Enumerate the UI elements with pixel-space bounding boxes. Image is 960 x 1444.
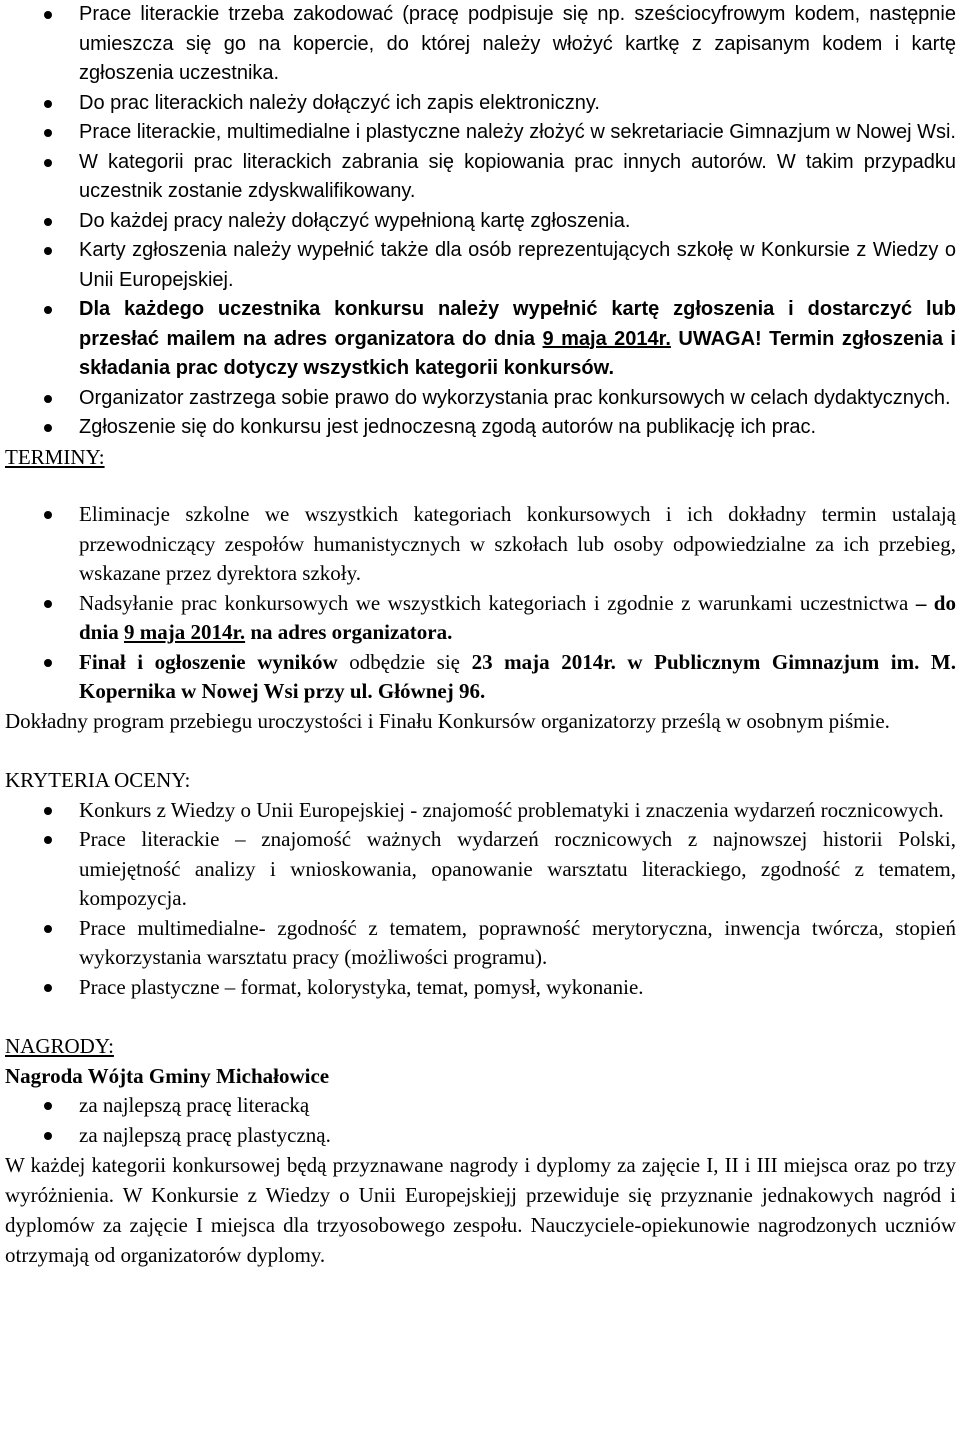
rule-item: Prace literackie trzeba zakodować (pracę podpisuje się np. sześciocyfrowym kodem, następnie umieszcza się go na kopercie, do której należy włożyć kartkę z zapisanym kodem i kartę zgłoszenia uczestnika.	[79, 0, 956, 89]
deadline-warning: UWAGA! Termin zgłoszenia i składania prac dotyczy wszystkich kategorii konkursów.	[79, 327, 956, 379]
criteria-item: Konkurs z Wiedzy o Unii Europejskiej - znajomość problematyki i znaczenia wydarzeń rocznicowych.	[79, 796, 956, 826]
rule-item: Do każdej pracy należy dołączyć wypełnioną kartę zgłoszenia.	[79, 207, 956, 237]
terms-list	[5, 500, 956, 707]
deadline-date: 9 maja 2014r.	[542, 327, 671, 350]
rule-item: W kategorii prac literackich zabrania się kopiowania prac innych autorów. W takim przypadku uczestnik zostanie zdyskwalifikowany.	[79, 148, 956, 207]
criteria-heading: KRYTERIA OCENY:	[5, 768, 191, 792]
rule-item: Prace literackie, multimedialne i plastyczne należy złożyć w sekretariacie Gimnazjum w Nowej Wsi.	[79, 118, 956, 148]
criteria-item: Prace literackie – znajomość ważnych wydarzeń rocznicowych z najnowszej historii Polski, umiejętność analizy i wnioskowania, opanowanie warsztatu literackiego, zgodność z tematem, kompozycja.	[79, 825, 956, 914]
submission-date: 9 maja 2014r.	[123, 620, 246, 644]
rule-item: Do prac literackich należy dołączyć ich zapis elektroniczny.	[79, 89, 956, 119]
prizes-heading: NAGRODY:	[5, 1034, 114, 1058]
terms-item: Nadsyłanie prac konkursowych we wszystkich kategoriach i zgodnie z warunkami uczestnictwa – do dnia 9 maja 2014r. na adres organizatora.	[79, 589, 956, 648]
rule-item-deadline	[79, 295, 956, 384]
prizes-list	[5, 1091, 956, 1150]
prizes-paragraph: W każdej kategorii konkursowej będą przyznawane nagrody i dyplomy za zajęcie I, II i III miejsca oraz po trzy wyróżnienia. W Konkursie z Wiedzy o Unii Europejskiejj przewiduje się przyznanie jednakowych nagród i dyplomów za zajęcie I miejsca dla trzyosobowego zespołu. Nauczyciele-opiekunowie nagrodzonych uczniów otrzymają od organizatorów dyplomy.	[5, 1153, 956, 1267]
criteria-list	[5, 796, 956, 1003]
prize-item: za najlepszą pracę literacką	[79, 1091, 956, 1121]
rule-item: Karty zgłoszenia należy wypełnić także dla osób reprezentujących szkołę w Konkursie z Wiedzy o Unii Europejskiej.	[79, 236, 956, 295]
rule-item-consent: Zgłoszenie się do konkursu jest jednoczesną zgodą autorów na publikację ich prac.	[79, 413, 956, 443]
terms-note: Dokładny program przebiegu uroczystości i Finału Konkursów organizatorzy prześlą w osobnym piśmie.	[5, 708, 890, 733]
terms-heading: TERMINY:	[5, 444, 105, 469]
deadline-text: Dla każdego uczestnika konkursu należy wypełnić kartę zgłoszenia i dostarczyć lub przesłać mailem na adres organizatora do dnia	[79, 298, 956, 350]
prize-item: za najlepszą pracę plastyczną.	[79, 1121, 956, 1151]
criteria-item: Prace plastyczne – format, kolorystyka, temat, pomysł, wykonanie.	[79, 973, 956, 1003]
rules-list	[5, 0, 956, 443]
terms-item: Finał i ogłoszenie wyników odbędzie się 23 maja 2014r. w Publicznym Gimnazjum im. M. Kopernika w Nowej Wsi przy ul. Głównej 96.	[79, 648, 956, 707]
prizes-subheading: Nagroda Wójta Gminy Michałowice	[5, 1063, 330, 1088]
rule-item-organizer: Organizator zastrzega sobie prawo do wykorzystania prac konkursowych w celach dydaktycznych.	[79, 384, 956, 414]
terms-item: Eliminacje szkolne we wszystkich kategoriach konkursowych i ich dokładny termin ustalają przewodniczący zespołów humanistycznych w szkołach lub osoby odpowiedzialne za ich przebieg, wskazane przez dyrektora szkoły.	[79, 500, 956, 589]
criteria-item: Prace multimedialne- zgodność z tematem, poprawność merytoryczna, inwencja twórcza, stopień wykorzystania warsztatu pracy (możliwości programu).	[79, 914, 956, 973]
